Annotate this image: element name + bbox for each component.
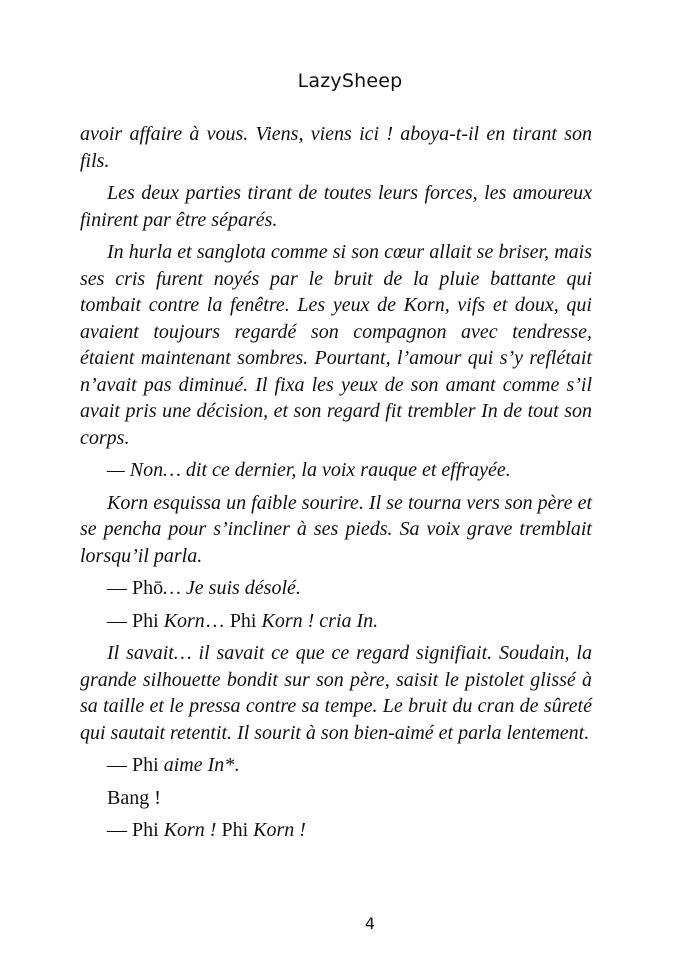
page-body [80, 121, 592, 850]
paragraph-5: Il savait… il savait ce que ce regard signifiait. Soudain, la grande silhouette bondit sur son père, saisit le pistolet glissé à sa taille et le pressa contre sa tempe. Le bruit du cran de sûreté qui sautait retentit. Il sourit à son bien-aimé et parla lentement. [80, 642, 592, 744]
dialogue-line-3 [80, 608, 592, 635]
dialogue-dash: — [107, 609, 132, 632]
honorific-phi: Phi [221, 819, 254, 841]
paragraph-1: avoir affaire à vous. Viens, viens ici ! aboya-t-il en tirant son fils. [80, 123, 592, 172]
paragraph-3: In hurla et sanglota comme si son cœur allait se briser, mais ses cris furent noyés par le bruit de la pluie battante qui tombait contre la fenêtre. Les yeux de Korn, vifs et doux, qui avaient toujours regardé son compagnon avec tendresse, étaient maintenant sombres. Pourtant, l’amour qui s’y reflétait n’avait pas diminué. Il fixa les yeux de son amant comme s’il avait pris une décision, et son regard fit trembler In de tout son corps. [80, 241, 592, 449]
paragraph-4: Korn esquissa un faible sourire. Il se tourna vers son père et se pencha pour s’incliner à ses pieds. Sa voix grave tremblait lorsqu’il parla. [80, 491, 592, 567]
dialogue-dash: — [107, 577, 132, 599]
dialogue-text: … Je suis désolé. [163, 577, 301, 599]
period: . [234, 754, 240, 776]
dialogue-line-5 [80, 817, 592, 844]
ellipsis: … [204, 609, 230, 632]
dialogue-text: Korn ! cria In. [261, 609, 379, 632]
honorific-word: Phō [132, 577, 164, 599]
running-header: LazySheep [297, 70, 403, 92]
dialogue-line-1: — Non… dit ce dernier, la voix rauque et effrayée. [107, 459, 511, 481]
honorific-phi: Phi [132, 754, 164, 776]
sound-line: Bang ! [107, 786, 161, 809]
name-korn: Korn [163, 609, 205, 632]
page-number: 4 [364, 914, 376, 933]
dialogue-text: aime In* [163, 754, 235, 776]
paragraph-2: Les deux parties tirant de toutes leurs forces, les amoureux finirent par être séparés. [80, 182, 592, 231]
honorific-phi: Phi [132, 609, 164, 632]
dialogue-line-2 [80, 575, 592, 602]
dialogue-line-4 [80, 752, 592, 779]
honorific-phi: Phi [229, 609, 262, 632]
dialogue-dash: — [107, 819, 132, 841]
honorific-phi: Phi [132, 819, 164, 841]
name-korn: Korn ! [163, 819, 217, 841]
dialogue-dash: — [107, 754, 132, 776]
name-korn: Korn ! [253, 819, 306, 841]
